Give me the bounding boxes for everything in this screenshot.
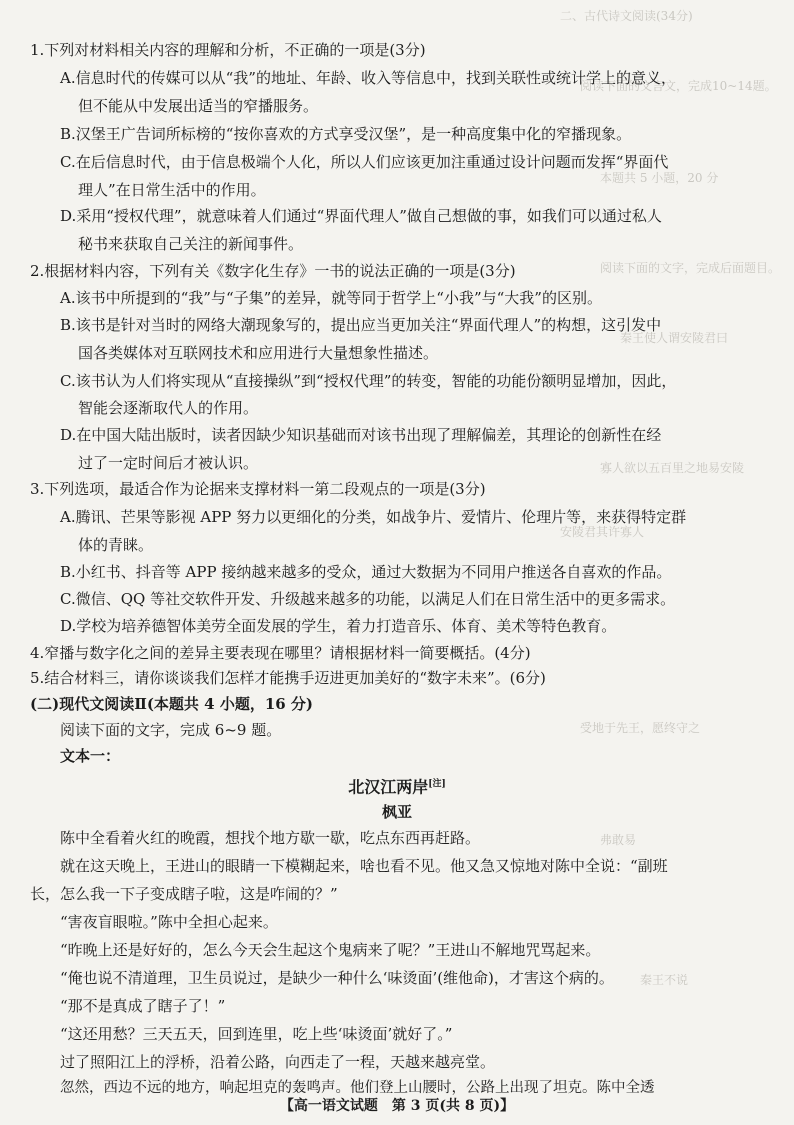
question-2-option-b-cont: 国各类媒体对互联网技术和应用进行大量想象性描述。 — [78, 344, 439, 362]
story-paragraph: “这还用愁？三天五天，回到连里，吃上些‘味烫面’就好了。” — [60, 1025, 453, 1043]
story-author: 枫亚 — [381, 803, 412, 821]
story-paragraph: 忽然，西边不远的地方，响起坦克的轰鸣声。他们登上山腰时，公路上出现了坦克。陈中全透 — [60, 1080, 655, 1096]
question-1-option-c-cont: 理人”在日常生活中的作用。 — [78, 181, 266, 199]
story-paragraph: “害夜盲眼啦。”陈中全担心起来。 — [60, 913, 278, 931]
question-1-option-a-cont: 但不能从中发展出适当的窄播服务。 — [78, 97, 319, 115]
question-3-option-a: A.腾讯、芒果等影视 APP 努力以更细化的分类，如战争片、爱情片、伦理片等，来获得特定群 — [60, 508, 687, 526]
bleed-through-text: 本题共 5 小题，20 分 — [600, 171, 719, 185]
section-heading: (二)现代文阅读Ⅱ(本题共 4 小题，16 分) — [30, 695, 314, 713]
question-1-stem: 1.下列对材料相关内容的理解和分析，不正确的一项是(3分) — [30, 41, 426, 59]
question-2-stem: 2.根据材料内容，下列有关《数字化生存》一书的说法正确的一项是(3分) — [30, 262, 516, 280]
page-footer: 【高一语文试题 第 3 页(共 8 页)】 — [279, 1098, 515, 1114]
question-2-option-d: D.在中国大陆出版时，读者因缺少知识基础而对该书出现了理解偏差，其理论的创新性在经 — [60, 426, 662, 444]
story-paragraph: 过了照阳江上的浮桥，沿着公路，向西走了一程，天越来越亮堂。 — [60, 1053, 496, 1071]
question-2-option-c: C.该书认为人们将实现从“直接操纵”到“授权代理”的转变，智能的功能份额明显增加，因此， — [60, 372, 677, 390]
question-2-option-c-cont: 智能会逐渐取代人的作用。 — [78, 399, 259, 417]
question-4: 4.窄播与数字化之间的差异主要表现在哪里？请根据材料一简要概括。(4分) — [30, 644, 531, 662]
bleed-through-text: 秦王不说 — [640, 973, 689, 987]
question-5: 5.结合材料三，请你谈谈我们怎样才能携手迈进更加美好的“数字未来”。(6分) — [30, 669, 546, 687]
question-3-option-c: C.微信、QQ 等社交软件开发、升级越来越多的功能，以满足人们在日常生活中的更多需求。 — [60, 590, 676, 608]
question-3-stem: 3.下列选项，最适合作为论据来支撑材料一第二段观点的一项是(3分) — [30, 480, 486, 498]
question-3-option-b: B.小红书、抖音等 APP 接纳越来越多的受众，通过大数据为不同用户推送各自喜欢的作品。 — [60, 563, 672, 581]
question-2-option-b: B.该书是针对当时的网络大潮现象写的，提出应当更加关注“界面代理人”的构想，这引发中 — [60, 316, 662, 334]
story-paragraph: “那不是真成了瞎子了！” — [60, 997, 226, 1015]
story-title-text: 北汉江两岸 — [348, 777, 429, 797]
story-title-note: [注] — [428, 779, 446, 789]
question-1-option-d-cont: 秘书来获取自己关注的新闻事件。 — [78, 235, 304, 253]
story-paragraph: “俺也说不清道理，卫生员说过，是缺少一种什么‘味烫面’(维他命)，才害这个病的。 — [60, 969, 614, 987]
bleed-through-text: 二、古代诗文阅读(34分) — [560, 9, 693, 23]
story-title — [0, 774, 794, 797]
story-paragraph: 就在这天晚上，王进山的眼睛一下模糊起来，啥也看不见。他又急又惊地对陈中全说：“副班 — [60, 857, 668, 875]
question-1-option-a: A.信息时代的传媒可以从“我”的地址、年龄、收入等信息中，找到关联性或统计学上的意义， — [60, 69, 676, 87]
story-paragraph-cont: 长，怎么我一下子变成瞎子啦，这是咋闹的？” — [30, 885, 338, 903]
text-label: 文本一： — [60, 747, 121, 765]
question-2-option-a: A.该书中所提到的“我”与“子集”的差异，就等同于哲学上“小我”与“大我”的区别。 — [60, 289, 602, 307]
bleed-through-text: 弗敢易 — [600, 833, 637, 847]
bleed-through-text: 秦王使人谓安陵君曰 — [620, 331, 729, 345]
bleed-through-text: 受地于先王，愿终守之 — [580, 721, 701, 735]
question-3-option-d: D.学校为培养德智体美劳全面发展的学生，着力打造音乐、体育、美术等特色教育。 — [60, 617, 617, 635]
bleed-through-text: 寡人欲以五百里之地易安陵 — [600, 461, 745, 475]
question-1-option-d: D.采用“授权代理”，就意味着人们通过“界面代理人”做自己想做的事，如我们可以通过私人 — [60, 207, 662, 225]
story-paragraph: “昨晚上还是好好的，怎么今天会生起这个鬼病来了呢？”王进山不解地咒骂起来。 — [60, 941, 601, 959]
bleed-through-text: 阅读下面的文字，完成后面题目。 — [600, 261, 781, 275]
question-2-option-d-cont: 过了一定时间后才被认识。 — [78, 454, 259, 472]
question-3-option-a-cont: 体的青睐。 — [78, 536, 154, 554]
question-1-option-c: C.在后信息时代，由于信息极端个人化，所以人们应该更加注重通过设计问题而发挥“界面代 — [60, 153, 669, 171]
bleed-through-text: 安陵君其许寡人 — [560, 525, 645, 539]
section-instruction: 阅读下面的文字，完成 6~9 题。 — [60, 721, 282, 739]
question-1-option-b: B.汉堡王广告词所标榜的“按你喜欢的方式享受汉堡”，是一种高度集中化的窄播现象。 — [60, 125, 632, 143]
story-paragraph: 陈中全看着火红的晚霞，想找个地方歇一歇，吃点东西再赶路。 — [60, 829, 481, 847]
bleed-through-text: 阅读下面的文言文，完成10~14题。 — [580, 79, 777, 93]
